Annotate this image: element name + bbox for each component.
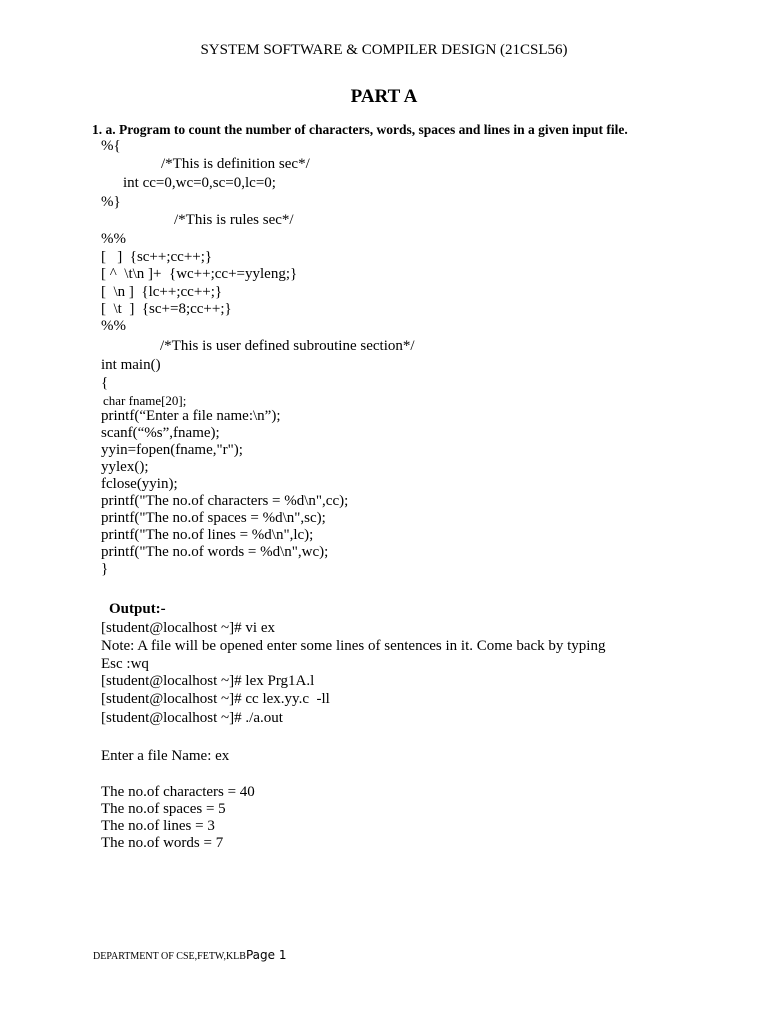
footer-department: DEPARTMENT OF CSE,FETW,KLB <box>93 951 246 962</box>
code-line: %} <box>101 194 121 210</box>
output-line: [student@localhost ~]# ./a.out <box>101 710 283 726</box>
output-line: [student@localhost ~]# vi ex <box>101 620 275 636</box>
code-line: printf("The no.of characters = %d\n",cc); <box>101 493 349 509</box>
code-line: %% <box>101 231 126 247</box>
code-line: { <box>101 375 109 391</box>
output-label: Output:- <box>109 601 166 617</box>
code-line: [ ^ \t\n ]+ {wc++;cc+=yyleng;} <box>101 266 298 282</box>
code-line: printf("The no.of spaces = %d\n",sc); <box>101 510 326 526</box>
output-line: [student@localhost ~]# lex Prg1A.l <box>101 673 315 689</box>
code-line: yyin=fopen(fname,"r"); <box>101 442 243 458</box>
code-line: int main() <box>101 357 161 373</box>
code-line: yylex(); <box>101 459 149 475</box>
page-footer <box>93 948 286 962</box>
code-line: fclose(yyin); <box>101 476 178 492</box>
page-header: SYSTEM SOFTWARE & COMPILER DESIGN (21CSL56) <box>200 42 568 58</box>
code-line: scanf(“%s”,fname); <box>101 425 220 441</box>
code-line: } <box>101 561 109 577</box>
code-comment: /*This is definition sec*/ <box>161 156 310 172</box>
output-line: Esc :wq <box>101 656 149 672</box>
code-line: printf("The no.of words = %d\n",wc); <box>101 544 329 560</box>
code-line: printf(“Enter a file name:\n”); <box>101 408 281 424</box>
code-line: [ \t ] {sc+=8;cc++;} <box>101 301 232 317</box>
code-line: %{ <box>101 138 121 154</box>
output-line: Note: A file will be opened enter some lines of sentences in it. Come back by typing <box>101 638 606 654</box>
code-line: int cc=0,wc=0,sc=0,lc=0; <box>123 175 276 191</box>
output-line: Enter a file Name: ex <box>101 748 230 764</box>
code-comment: /*This is user defined subroutine section*/ <box>160 338 415 354</box>
code-comment: /*This is rules sec*/ <box>174 212 294 228</box>
code-line: [ ] {sc++;cc++;} <box>101 249 213 265</box>
page-number: Page 1 <box>245 948 287 962</box>
output-line: The no.of characters = 40 <box>101 784 255 800</box>
code-line: printf("The no.of lines = %d\n",lc); <box>101 527 314 543</box>
part-title: PART A <box>350 86 418 107</box>
output-line: The no.of spaces = 5 <box>101 801 226 817</box>
output-line: The no.of lines = 3 <box>101 818 215 834</box>
code-line: char fname[20]; <box>103 393 187 408</box>
output-line: [student@localhost ~]# cc lex.yy.c -ll <box>101 691 330 707</box>
code-line: %% <box>101 318 126 334</box>
code-line: [ \n ] {lc++;cc++;} <box>101 284 223 300</box>
output-line: The no.of words = 7 <box>101 835 224 851</box>
question-heading: 1. a. Program to count the number of characters, words, spaces and lines in a given input file. <box>92 122 628 137</box>
